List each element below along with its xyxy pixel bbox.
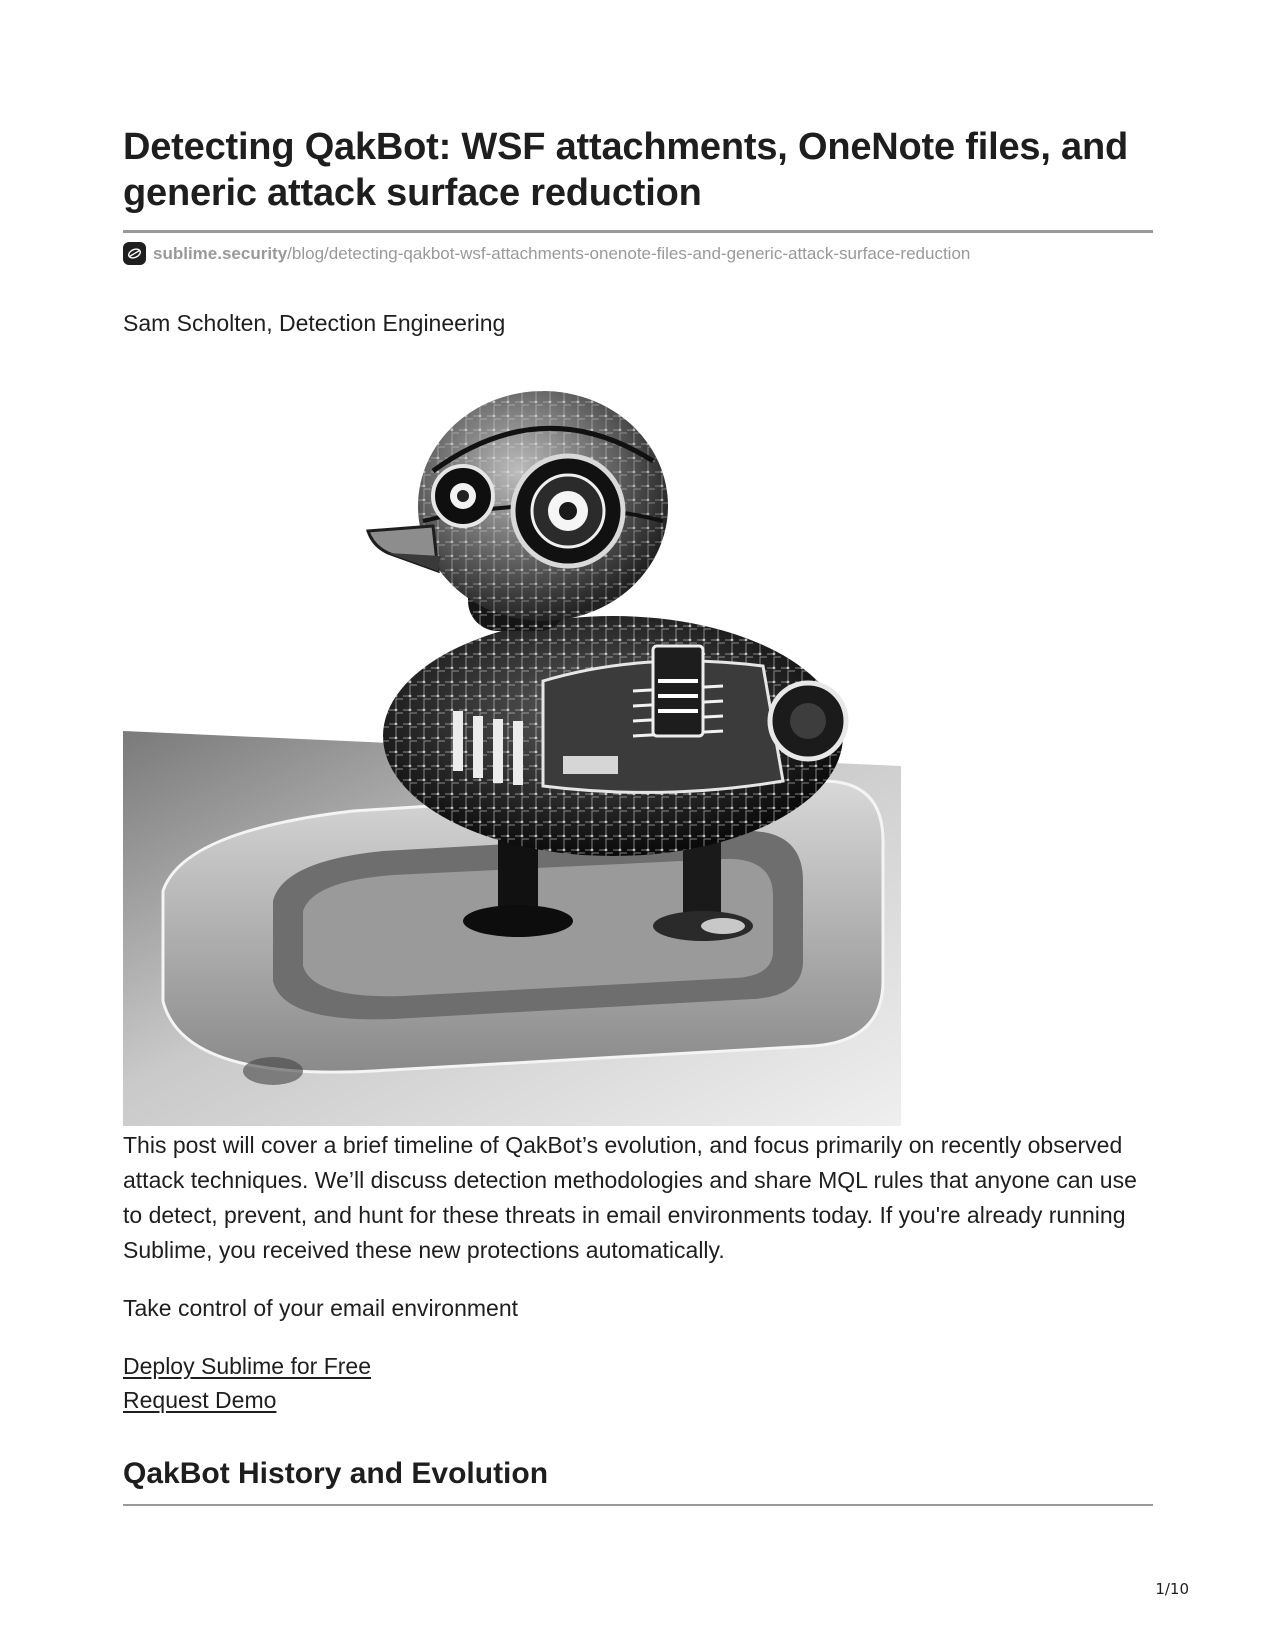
section-heading: QakBot History and Evolution: [123, 1457, 549, 1490]
source-path: /blog/detecting-qakbot-wsf-attachments-onenote-files-and-generic-attack-surface-reduction: [287, 243, 971, 263]
section-divider: [123, 1504, 1153, 1506]
sublime-logo-icon: [123, 242, 146, 265]
robotic-duck-image: [123, 381, 901, 1126]
cta-lead-text: Take control of your email environment: [123, 1295, 519, 1321]
page-number: 1/10: [1155, 1580, 1189, 1598]
request-demo-link[interactable]: Request Demo: [123, 1387, 277, 1413]
source-domain: sublime.security: [153, 243, 288, 263]
author-line: Sam Scholten, Detection Engineering: [123, 310, 506, 336]
intro-paragraph: This post will cover a brief timeline of QakBot’s evolution, and focus primarily on recently observed attack techniques. We’ll discuss detection methodologies and share MQL rules that anyone can use to detect, prevent, and hunt for these threats in email environments today. If you're already running Sublime, you received these new protections automatically.: [123, 1132, 1137, 1263]
source-url[interactable]: [123, 242, 1153, 265]
article-title: Detecting QakBot: WSF attachments, OneNote files, and generic attack surface reduction: [123, 126, 1128, 214]
title-divider: [123, 230, 1153, 233]
cta-links: [123, 1349, 1153, 1417]
article-page: [123, 124, 1153, 1506]
deploy-sublime-link[interactable]: Deploy Sublime for Free: [123, 1353, 371, 1379]
